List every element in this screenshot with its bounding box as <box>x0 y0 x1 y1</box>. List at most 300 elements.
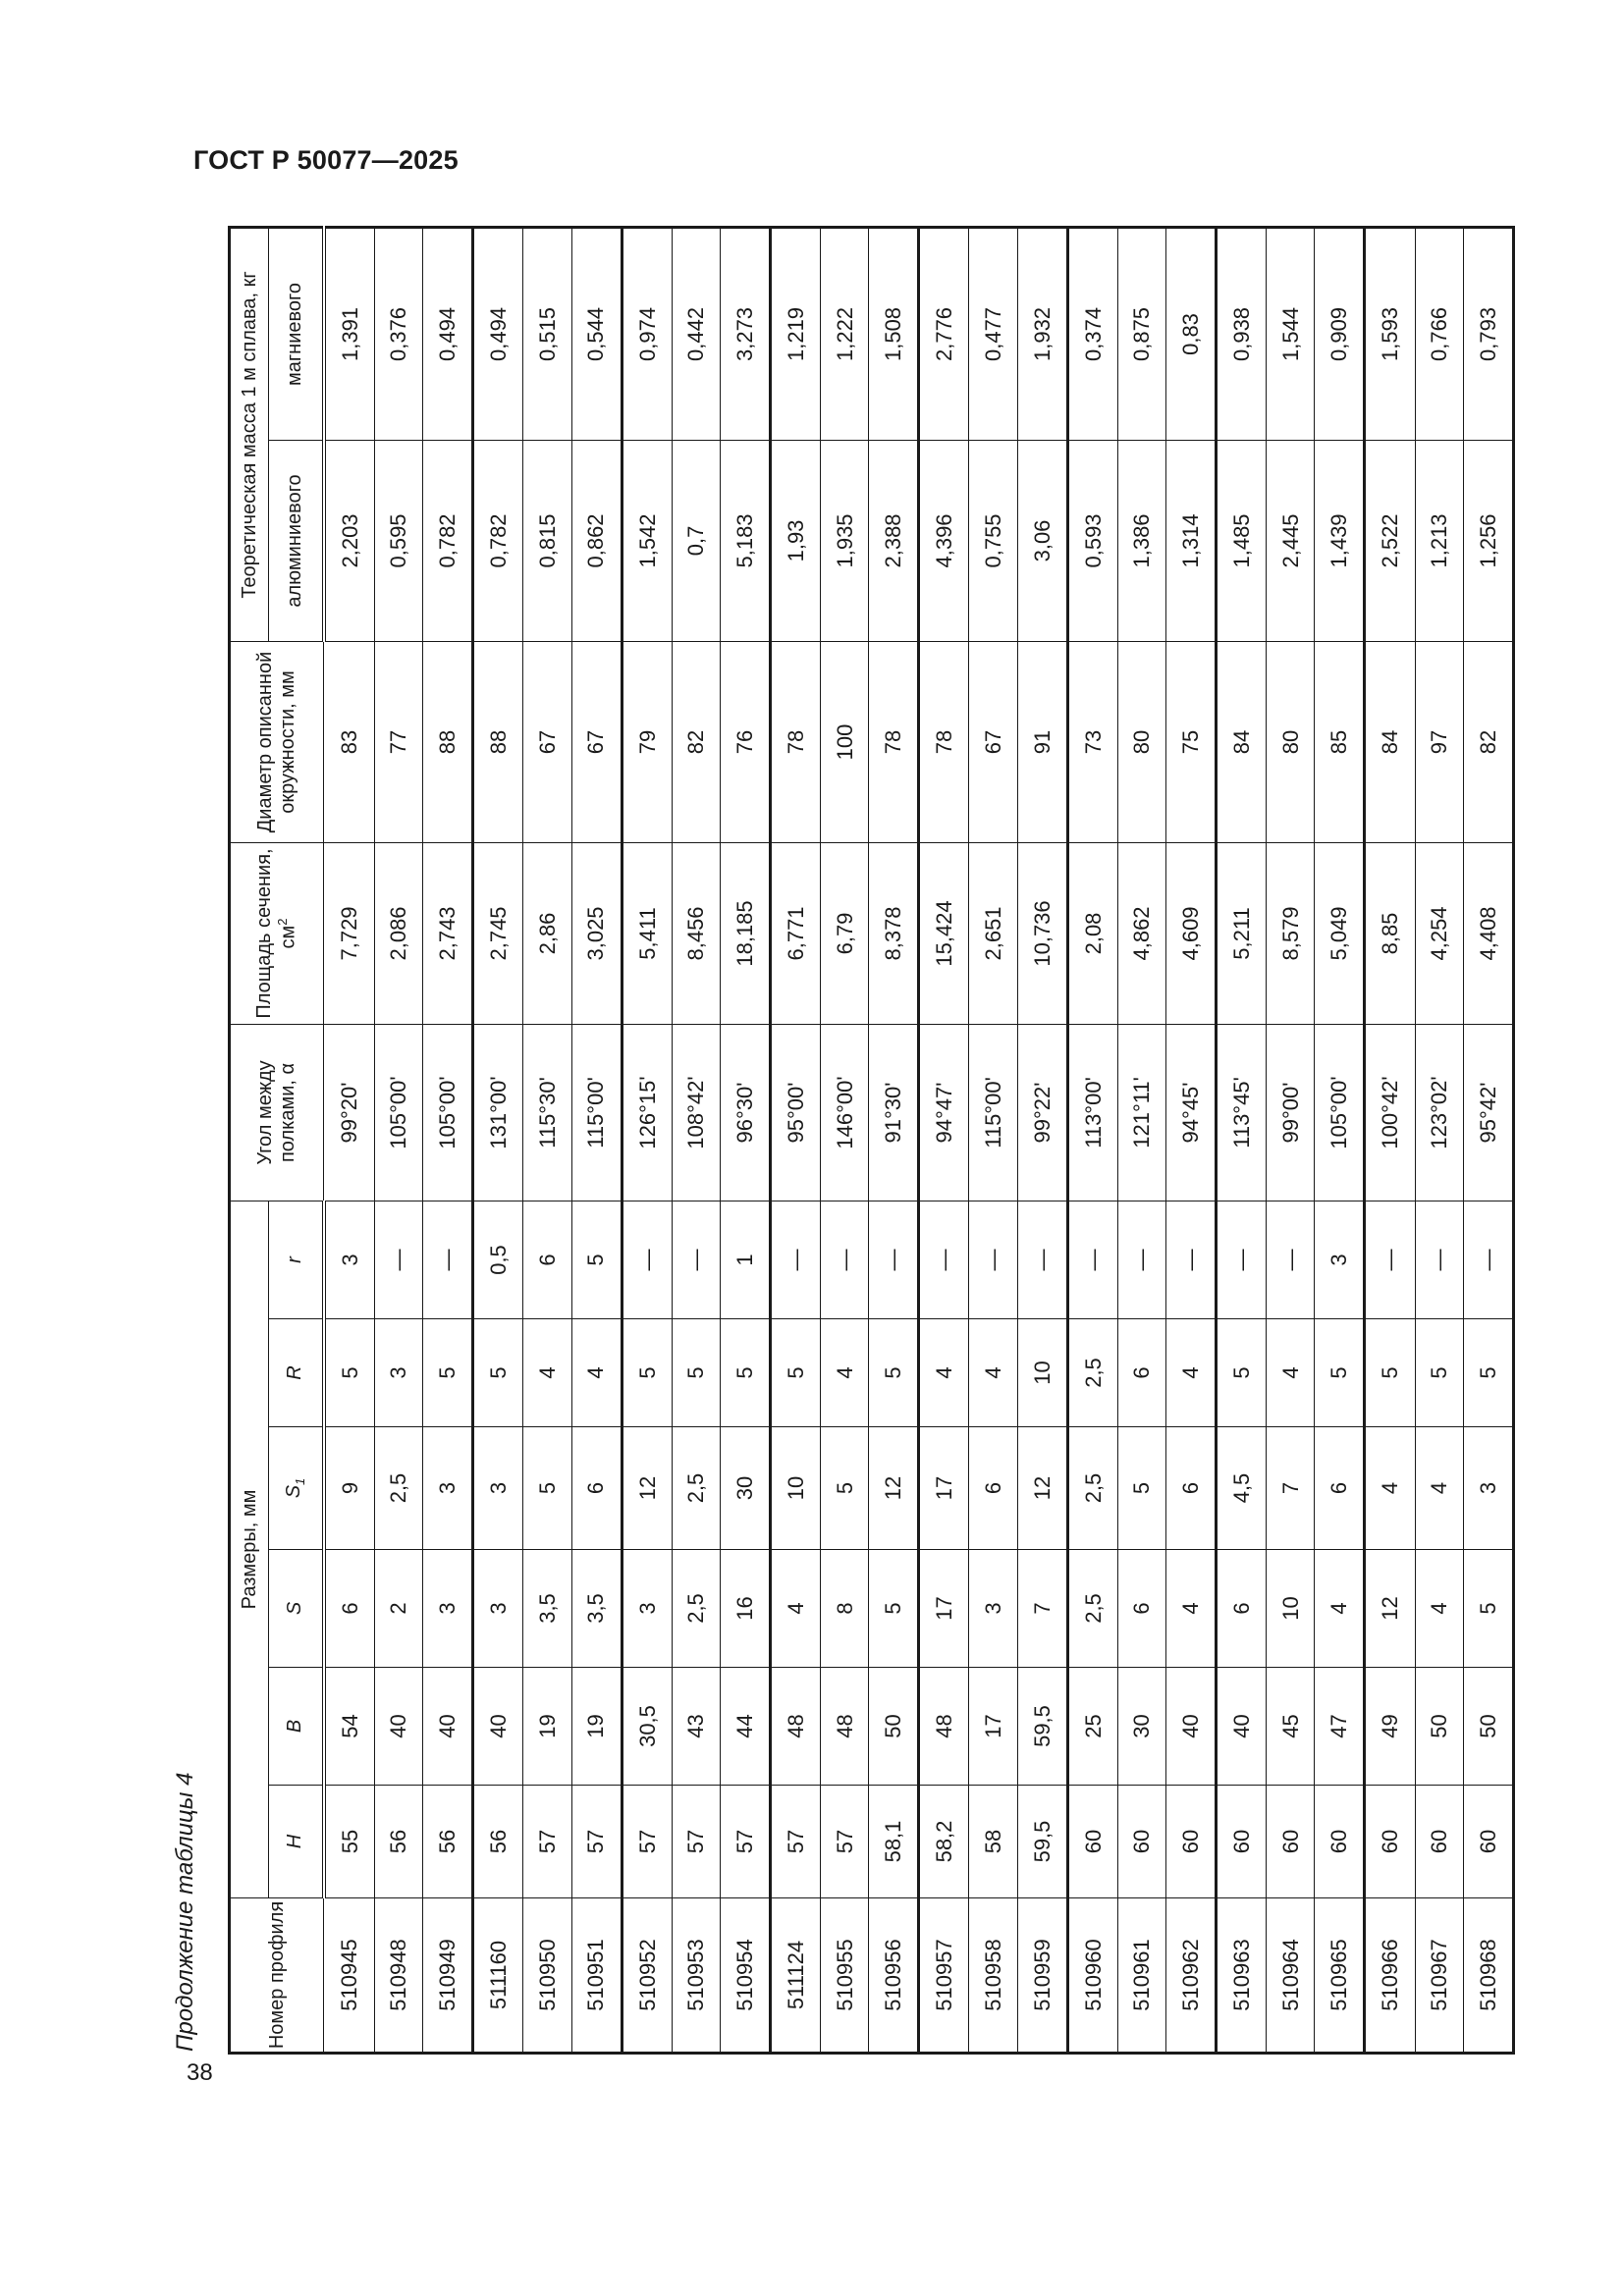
cell-B: 19 <box>523 1668 571 1786</box>
cell-r: — <box>1166 1201 1217 1318</box>
cell-B: 30 <box>1117 1668 1165 1786</box>
cell-S1: 6 <box>571 1427 622 1550</box>
cell-H: 58 <box>969 1786 1017 1898</box>
cell-angle: 105°00' <box>375 1024 423 1201</box>
cell-mass-magnesium: 2,776 <box>919 227 969 440</box>
cell-S1: 3 <box>423 1427 473 1550</box>
cell-r: 3 <box>1315 1201 1365 1318</box>
cell-H: 59,5 <box>1017 1786 1067 1898</box>
header-profile-number: Номер профиля <box>230 1898 324 2054</box>
cell-profile-number: 510964 <box>1267 1898 1315 2054</box>
cell-B: 49 <box>1365 1668 1415 1786</box>
header-H: H <box>269 1786 324 1898</box>
cell-H: 57 <box>720 1786 770 1898</box>
table-row <box>1463 227 1513 2053</box>
cell-r: — <box>1463 1201 1513 1318</box>
cell-area: 2,743 <box>423 842 473 1024</box>
cell-area: 4,254 <box>1415 842 1463 1024</box>
cell-H: 56 <box>375 1786 423 1898</box>
cell-angle: 95°00' <box>771 1024 821 1201</box>
header-angle: Угол между полками, α <box>230 1024 324 1201</box>
cell-r: — <box>969 1201 1017 1318</box>
cell-R: 5 <box>324 1319 375 1427</box>
cell-S: 3 <box>622 1550 672 1668</box>
table-row <box>324 227 375 2053</box>
table-row <box>1315 227 1365 2053</box>
cell-r: — <box>1017 1201 1067 1318</box>
cell-H: 60 <box>1267 1786 1315 1898</box>
cell-R: 3 <box>375 1319 423 1427</box>
cell-diameter: 82 <box>1463 641 1513 842</box>
cell-H: 56 <box>423 1786 473 1898</box>
header-S1-sub: 1 <box>292 1477 307 1485</box>
cell-H: 60 <box>1166 1786 1217 1898</box>
cell-mass-aluminum: 0,593 <box>1067 440 1117 641</box>
cell-angle: 113°45' <box>1217 1024 1267 1201</box>
header-mass-group: Теоретическая масса 1 м сплава, кг <box>230 227 269 641</box>
cell-S: 16 <box>720 1550 770 1668</box>
table-row <box>423 227 473 2053</box>
cell-S: 4 <box>1415 1550 1463 1668</box>
cell-S1: 5 <box>523 1427 571 1550</box>
cell-angle: 123°02' <box>1415 1024 1463 1201</box>
cell-profile-number: 510963 <box>1217 1898 1267 2054</box>
cell-R: 5 <box>473 1319 523 1427</box>
cell-mass-aluminum: 1,935 <box>821 440 869 641</box>
cell-mass-magnesium: 1,219 <box>771 227 821 440</box>
cell-angle: 94°47' <box>919 1024 969 1201</box>
cell-mass-magnesium: 0,494 <box>423 227 473 440</box>
table-row <box>523 227 571 2053</box>
cell-R: 4 <box>523 1319 571 1427</box>
cell-S: 5 <box>869 1550 919 1668</box>
cell-B: 50 <box>1415 1668 1463 1786</box>
cell-mass-aluminum: 2,388 <box>869 440 919 641</box>
cell-area: 8,378 <box>869 842 919 1024</box>
cell-diameter: 84 <box>1365 641 1415 842</box>
cell-profile-number: 511124 <box>771 1898 821 2054</box>
cell-profile-number: 510945 <box>324 1898 375 2054</box>
cell-diameter: 76 <box>720 641 770 842</box>
cell-mass-aluminum: 0,815 <box>523 440 571 641</box>
table-row <box>720 227 770 2053</box>
cell-H: 58,2 <box>919 1786 969 1898</box>
cell-S1: 4 <box>1365 1427 1415 1550</box>
cell-R: 4 <box>919 1319 969 1427</box>
cell-mass-aluminum: 0,7 <box>672 440 720 641</box>
header-S1 <box>269 1427 324 1550</box>
cell-diameter: 78 <box>771 641 821 842</box>
cell-area: 15,424 <box>919 842 969 1024</box>
table-row <box>1117 227 1165 2053</box>
cell-angle: 115°00' <box>969 1024 1017 1201</box>
cell-diameter: 80 <box>1117 641 1165 842</box>
cell-H: 60 <box>1315 1786 1365 1898</box>
cell-R: 5 <box>771 1319 821 1427</box>
cell-B: 40 <box>1166 1668 1217 1786</box>
cell-R: 5 <box>1415 1319 1463 1427</box>
table-row <box>1217 227 1267 2053</box>
cell-S1: 5 <box>821 1427 869 1550</box>
cell-r: — <box>821 1201 869 1318</box>
cell-angle: 131°00' <box>473 1024 523 1201</box>
cell-area: 2,745 <box>473 842 523 1024</box>
cell-B: 40 <box>423 1668 473 1786</box>
cell-B: 40 <box>375 1668 423 1786</box>
cell-profile-number: 510957 <box>919 1898 969 2054</box>
cell-r: 5 <box>571 1201 622 1318</box>
cell-area: 8,456 <box>672 842 720 1024</box>
cell-S: 7 <box>1017 1550 1067 1668</box>
cell-mass-magnesium: 0,793 <box>1463 227 1513 440</box>
cell-S1: 6 <box>969 1427 1017 1550</box>
cell-B: 30,5 <box>622 1668 672 1786</box>
cell-diameter: 91 <box>1017 641 1067 842</box>
table-row <box>622 227 672 2053</box>
cell-mass-aluminum: 2,445 <box>1267 440 1315 641</box>
cell-H: 60 <box>1217 1786 1267 1898</box>
cell-H: 57 <box>571 1786 622 1898</box>
cell-S1: 6 <box>1166 1427 1217 1550</box>
cell-R: 5 <box>1365 1319 1415 1427</box>
cell-mass-magnesium: 0,374 <box>1067 227 1117 440</box>
cell-H: 57 <box>523 1786 571 1898</box>
cell-mass-aluminum: 0,782 <box>423 440 473 641</box>
cell-mass-magnesium: 0,766 <box>1415 227 1463 440</box>
cell-S: 3 <box>473 1550 523 1668</box>
cell-S: 3,5 <box>571 1550 622 1668</box>
cell-r: — <box>423 1201 473 1318</box>
cell-R: 4 <box>821 1319 869 1427</box>
cell-angle: 115°00' <box>571 1024 622 1201</box>
cell-mass-magnesium: 1,932 <box>1017 227 1067 440</box>
cell-profile-number: 510953 <box>672 1898 720 2054</box>
table-body <box>324 227 1514 2053</box>
cell-H: 57 <box>771 1786 821 1898</box>
cell-angle: 146°00' <box>821 1024 869 1201</box>
cell-S: 6 <box>1217 1550 1267 1668</box>
cell-r: 6 <box>523 1201 571 1318</box>
cell-r: — <box>375 1201 423 1318</box>
cell-mass-magnesium: 0,442 <box>672 227 720 440</box>
cell-r: — <box>1415 1201 1463 1318</box>
cell-S: 2,5 <box>1067 1550 1117 1668</box>
cell-profile-number: 510961 <box>1117 1898 1165 2054</box>
header-S1-label: S <box>282 1484 304 1499</box>
cell-area: 10,736 <box>1017 842 1067 1024</box>
cell-H: 60 <box>1365 1786 1415 1898</box>
cell-angle: 121°11' <box>1117 1024 1165 1201</box>
cell-area: 3,025 <box>571 842 622 1024</box>
cell-mass-magnesium: 1,391 <box>324 227 375 440</box>
cell-mass-magnesium: 0,938 <box>1217 227 1267 440</box>
cell-angle: 100°42' <box>1365 1024 1415 1201</box>
table-row <box>375 227 423 2053</box>
cell-S: 12 <box>1365 1550 1415 1668</box>
cell-angle: 91°30' <box>869 1024 919 1201</box>
table-row <box>1267 227 1315 2053</box>
cell-R: 4 <box>969 1319 1017 1427</box>
cell-mass-magnesium: 1,222 <box>821 227 869 440</box>
cell-mass-magnesium: 3,273 <box>720 227 770 440</box>
cell-r: 0,5 <box>473 1201 523 1318</box>
cell-area: 4,609 <box>1166 842 1217 1024</box>
cell-R: 4 <box>571 1319 622 1427</box>
table-row <box>672 227 720 2053</box>
cell-mass-magnesium: 1,544 <box>1267 227 1315 440</box>
header-diameter: Диаметр описанной окружности, мм <box>230 641 324 842</box>
cell-area: 6,771 <box>771 842 821 1024</box>
cell-r: — <box>869 1201 919 1318</box>
header-r: r <box>269 1201 324 1318</box>
cell-S: 8 <box>821 1550 869 1668</box>
cell-mass-magnesium: 0,974 <box>622 227 672 440</box>
table-row <box>1166 227 1217 2053</box>
cell-H: 60 <box>1067 1786 1117 1898</box>
cell-area: 6,79 <box>821 842 869 1024</box>
cell-diameter: 85 <box>1315 641 1365 842</box>
table-continuation-label: Продолжение таблицы 4 <box>172 1772 198 2052</box>
cell-r: — <box>1217 1201 1267 1318</box>
cell-mass-aluminum: 3,06 <box>1017 440 1067 641</box>
header-S: S <box>269 1550 324 1668</box>
cell-diameter: 67 <box>523 641 571 842</box>
cell-S1: 5 <box>1117 1427 1165 1550</box>
cell-r: 1 <box>720 1201 770 1318</box>
cell-R: 5 <box>423 1319 473 1427</box>
cell-mass-aluminum: 1,542 <box>622 440 672 641</box>
cell-S: 10 <box>1267 1550 1315 1668</box>
cell-diameter: 84 <box>1217 641 1267 842</box>
cell-S: 6 <box>324 1550 375 1668</box>
cell-S1: 7 <box>1267 1427 1315 1550</box>
cell-R: 5 <box>1315 1319 1365 1427</box>
table-row <box>1067 227 1117 2053</box>
cell-area: 8,579 <box>1267 842 1315 1024</box>
cell-angle: 99°20' <box>324 1024 375 1201</box>
table-row <box>473 227 523 2053</box>
cell-mass-aluminum: 2,203 <box>324 440 375 641</box>
cell-H: 58,1 <box>869 1786 919 1898</box>
cell-area: 4,862 <box>1117 842 1165 1024</box>
cell-S1: 3 <box>1463 1427 1513 1550</box>
cell-R: 2,5 <box>1067 1319 1117 1427</box>
header-area <box>230 842 324 1024</box>
cell-S: 17 <box>919 1550 969 1668</box>
cell-B: 48 <box>821 1668 869 1786</box>
page-number: 38 <box>187 2059 213 2086</box>
cell-profile-number: 510950 <box>523 1898 571 2054</box>
cell-S: 3 <box>423 1550 473 1668</box>
cell-area: 7,729 <box>324 842 375 1024</box>
cell-mass-magnesium: 1,508 <box>869 227 919 440</box>
cell-H: 55 <box>324 1786 375 1898</box>
cell-diameter: 88 <box>473 641 523 842</box>
cell-area: 18,185 <box>720 842 770 1024</box>
cell-diameter: 67 <box>969 641 1017 842</box>
cell-R: 4 <box>1267 1319 1315 1427</box>
cell-angle: 95°42' <box>1463 1024 1513 1201</box>
cell-mass-magnesium: 0,875 <box>1117 227 1165 440</box>
cell-profile-number: 510968 <box>1463 1898 1513 2054</box>
cell-profile-number: 510948 <box>375 1898 423 2054</box>
cell-diameter: 78 <box>869 641 919 842</box>
profile-table-container <box>228 229 1515 2055</box>
cell-angle: 115°30' <box>523 1024 571 1201</box>
cell-r: — <box>1067 1201 1117 1318</box>
cell-B: 50 <box>1463 1668 1513 1786</box>
cell-mass-magnesium: 0,909 <box>1315 227 1365 440</box>
cell-profile-number: 511160 <box>473 1898 523 2054</box>
cell-angle: 113°00' <box>1067 1024 1117 1201</box>
cell-diameter: 97 <box>1415 641 1463 842</box>
cell-H: 57 <box>821 1786 869 1898</box>
cell-area: 2,86 <box>523 842 571 1024</box>
cell-area: 2,651 <box>969 842 1017 1024</box>
cell-S1: 30 <box>720 1427 770 1550</box>
cell-diameter: 73 <box>1067 641 1117 842</box>
cell-B: 40 <box>473 1668 523 1786</box>
cell-angle: 105°00' <box>1315 1024 1365 1201</box>
cell-B: 45 <box>1267 1668 1315 1786</box>
cell-S1: 4 <box>1415 1427 1463 1550</box>
cell-angle: 108°42' <box>672 1024 720 1201</box>
cell-S1: 12 <box>622 1427 672 1550</box>
cell-S1: 17 <box>919 1427 969 1550</box>
cell-R: 5 <box>1217 1319 1267 1427</box>
cell-r: — <box>919 1201 969 1318</box>
cell-mass-magnesium: 0,494 <box>473 227 523 440</box>
cell-mass-aluminum: 1,314 <box>1166 440 1217 641</box>
cell-profile-number: 510949 <box>423 1898 473 2054</box>
cell-B: 25 <box>1067 1668 1117 1786</box>
cell-mass-aluminum: 0,755 <box>969 440 1017 641</box>
cell-profile-number: 510954 <box>720 1898 770 2054</box>
cell-profile-number: 510951 <box>571 1898 622 2054</box>
cell-angle: 126°15' <box>622 1024 672 1201</box>
cell-mass-aluminum: 0,862 <box>571 440 622 641</box>
header-magnesium: магниевого <box>269 227 324 440</box>
cell-R: 5 <box>1463 1319 1513 1427</box>
cell-profile-number: 510966 <box>1365 1898 1415 2054</box>
cell-mass-aluminum: 0,595 <box>375 440 423 641</box>
header-dimensions-group: Размеры, мм <box>230 1201 269 1897</box>
cell-mass-magnesium: 0,376 <box>375 227 423 440</box>
cell-R: 4 <box>1166 1319 1217 1427</box>
cell-B: 40 <box>1217 1668 1267 1786</box>
cell-mass-magnesium: 0,544 <box>571 227 622 440</box>
document-title: ГОСТ Р 50077—2025 <box>193 145 459 175</box>
cell-S: 2 <box>375 1550 423 1668</box>
cell-R: 5 <box>672 1319 720 1427</box>
cell-mass-aluminum: 0,782 <box>473 440 523 641</box>
cell-B: 48 <box>771 1668 821 1786</box>
cell-profile-number: 510956 <box>869 1898 919 2054</box>
cell-B: 59,5 <box>1017 1668 1067 1786</box>
cell-B: 47 <box>1315 1668 1365 1786</box>
table-row <box>821 227 869 2053</box>
cell-S1: 2,5 <box>672 1427 720 1550</box>
cell-R: 5 <box>622 1319 672 1427</box>
cell-diameter: 83 <box>324 641 375 842</box>
cell-diameter: 88 <box>423 641 473 842</box>
header-area-sup: 2 <box>275 918 291 926</box>
cell-area: 2,086 <box>375 842 423 1024</box>
cell-r: — <box>1267 1201 1315 1318</box>
cell-area: 5,411 <box>622 842 672 1024</box>
cell-S: 2,5 <box>672 1550 720 1668</box>
cell-r: — <box>1365 1201 1415 1318</box>
cell-B: 50 <box>869 1668 919 1786</box>
table-row <box>969 227 1017 2053</box>
cell-area: 2,08 <box>1067 842 1117 1024</box>
cell-mass-aluminum: 1,386 <box>1117 440 1165 641</box>
cell-profile-number: 510960 <box>1067 1898 1117 2054</box>
cell-r: 3 <box>324 1201 375 1318</box>
header-B: B <box>269 1668 324 1786</box>
cell-B: 48 <box>919 1668 969 1786</box>
cell-S1: 3 <box>473 1427 523 1550</box>
cell-angle: 94°45' <box>1166 1024 1217 1201</box>
cell-r: — <box>771 1201 821 1318</box>
cell-diameter: 78 <box>919 641 969 842</box>
header-area-label: Площадь сечения, см <box>253 848 299 1019</box>
cell-r: — <box>672 1201 720 1318</box>
cell-mass-aluminum: 1,213 <box>1415 440 1463 641</box>
cell-H: 57 <box>622 1786 672 1898</box>
cell-profile-number: 510965 <box>1315 1898 1365 2054</box>
cell-R: 10 <box>1017 1319 1067 1427</box>
cell-S: 4 <box>1166 1550 1217 1668</box>
cell-profile-number: 510952 <box>622 1898 672 2054</box>
cell-B: 44 <box>720 1668 770 1786</box>
cell-diameter: 82 <box>672 641 720 842</box>
cell-S1: 10 <box>771 1427 821 1550</box>
cell-area: 5,049 <box>1315 842 1365 1024</box>
cell-r: — <box>622 1201 672 1318</box>
cell-diameter: 79 <box>622 641 672 842</box>
cell-profile-number: 510958 <box>969 1898 1017 2054</box>
header-aluminum: алюминиевого <box>269 440 324 641</box>
cell-mass-magnesium: 0,515 <box>523 227 571 440</box>
cell-H: 60 <box>1117 1786 1165 1898</box>
cell-H: 60 <box>1463 1786 1513 1898</box>
cell-S1: 12 <box>869 1427 919 1550</box>
cell-S1: 4,5 <box>1217 1427 1267 1550</box>
header-R: R <box>269 1319 324 1427</box>
cell-S1: 2,5 <box>375 1427 423 1550</box>
cell-R: 5 <box>869 1319 919 1427</box>
cell-diameter: 77 <box>375 641 423 842</box>
cell-area: 4,408 <box>1463 842 1513 1024</box>
cell-B: 17 <box>969 1668 1017 1786</box>
cell-profile-number: 510962 <box>1166 1898 1217 2054</box>
cell-diameter: 80 <box>1267 641 1315 842</box>
table-row <box>1017 227 1067 2053</box>
cell-B: 19 <box>571 1668 622 1786</box>
cell-mass-aluminum: 4,396 <box>919 440 969 641</box>
cell-diameter: 75 <box>1166 641 1217 842</box>
cell-mass-magnesium: 0,477 <box>969 227 1017 440</box>
table-row <box>869 227 919 2053</box>
cell-angle: 99°00' <box>1267 1024 1315 1201</box>
table-row <box>1365 227 1415 2053</box>
cell-S: 4 <box>771 1550 821 1668</box>
cell-area: 5,211 <box>1217 842 1267 1024</box>
cell-r: — <box>1117 1201 1165 1318</box>
table-row <box>919 227 969 2053</box>
cell-S1: 9 <box>324 1427 375 1550</box>
